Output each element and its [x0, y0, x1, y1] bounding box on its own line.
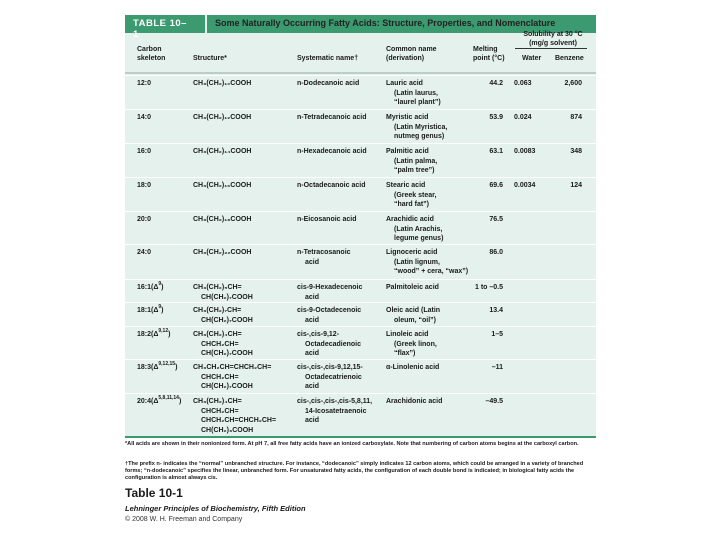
skeleton-text: 14:0: [137, 114, 152, 121]
carbon-skeleton: $20:4(\Delta^{5,8,11,14})$: [137, 395, 182, 405]
col-header-line: skeleton: [137, 55, 166, 62]
common-name-line: (Latin laurus,: [394, 89, 438, 97]
melting-point: 53.9: [489, 114, 503, 121]
carbon-skeleton: [137, 147, 151, 157]
table-row: [125, 109, 596, 141]
systematic-name-line: 14-Icosatetraenoic: [305, 407, 367, 415]
structure-line: CH₃(CH₂)₅CH=: [193, 284, 242, 291]
melting-point: 63.1: [489, 148, 503, 155]
skeleton-text: 16:0: [137, 148, 152, 155]
melting-point: 86.0: [489, 249, 503, 256]
common-name: [386, 215, 443, 244]
structure-line: CH₃CH₂CH=CHCH₂CH=: [193, 364, 272, 371]
solubility-water: 0.0034: [514, 182, 536, 189]
carbon-skeleton: [137, 181, 151, 191]
structure-line: CH₃(CH₂)₁₀COOH: [193, 80, 252, 87]
carbon-skeleton: $18:2(\Delta^{9,12})$: [137, 328, 171, 338]
systematic-name: [297, 363, 363, 392]
common-name-line: (Latin Arachis,: [394, 225, 443, 233]
common-name: [386, 248, 468, 277]
common-name: [386, 79, 441, 108]
col-header-water: Water: [522, 55, 542, 62]
col-header-line: (derivation): [386, 55, 425, 62]
footnote-2: †The prefix n- indicates the “normal” unbranched structure. For instance, “dodecanoic” simply indicates 12 carbon atoms, which could be arranged in a variety of branched forms; “n-dodecanoic” specifies the linear, unbranched form. For unsaturated fatty acids, the configuration of each double bond is indicated; in biological fatty acids the configuration is almost always cis.: [125, 461, 584, 482]
structure: [193, 330, 253, 359]
systematic-name-line: acid: [305, 258, 320, 266]
systematic-name: [297, 306, 361, 325]
skeleton-text: 18:2(Δ: [137, 331, 159, 338]
solubility-water: 0.063: [514, 80, 532, 87]
copyright: © 2008 W. H. Freeman and Company: [125, 516, 243, 523]
systematic-name-line: acid: [305, 350, 320, 358]
solubility-rule: [515, 48, 587, 49]
table-row: [125, 177, 596, 209]
col-header-line: Common name: [386, 46, 437, 53]
common-name: [386, 306, 440, 325]
solubility-benzene: 874: [570, 114, 582, 121]
carbon-skeleton: [137, 215, 151, 225]
solubility-water: 0.024: [514, 114, 532, 121]
melting-point: –11: [491, 364, 503, 371]
common-name-line: (Greek stear,: [394, 191, 437, 199]
skeleton-text: 12:0: [137, 80, 152, 87]
col-header-line: Carbon: [137, 46, 162, 53]
skeleton-text: 20:0: [137, 216, 152, 223]
carbon-skeleton: [137, 248, 151, 258]
skeleton-text: 18:3(Δ: [137, 364, 159, 371]
carbon-skeleton: $18:3(\Delta^{9,12,15})$: [137, 361, 178, 371]
structure-line: CH₃(CH₂)₇CH=: [193, 307, 242, 314]
structure-line: CH(CH₂)₇COOH: [201, 350, 253, 358]
common-name-line: Linoleic acid: [386, 331, 429, 338]
common-name-line: (Latin lignum,: [394, 258, 440, 266]
common-name-line: Myristic acid: [386, 114, 429, 121]
structure: [193, 306, 253, 325]
col-header-structure: Structure*: [193, 55, 227, 62]
col-header-solubility: [517, 30, 589, 48]
carbon-skeleton: [137, 113, 151, 123]
common-name-line: “laurel plant”): [394, 99, 441, 107]
skeleton-text: 20:4(Δ: [137, 398, 159, 405]
structure: [193, 147, 251, 157]
systematic-name: [297, 113, 367, 123]
common-name-line: “wood” + cera, “wax”): [394, 268, 469, 276]
table-row: [125, 75, 596, 107]
systematic-name-line: n-Hexadecanoic acid: [297, 148, 367, 155]
table-number: TABLE 10–1: [133, 18, 187, 40]
solubility-benzene: 124: [570, 182, 582, 189]
melting-point: 1 to –0.5: [474, 284, 503, 291]
col-header-carbon: [137, 45, 165, 63]
delta-positions: 5,8,11,14: [158, 395, 179, 401]
structure-line: CHCH₂CH=: [201, 407, 239, 415]
common-name-line: Arachidic acid: [386, 216, 434, 223]
common-name-line: (Latin Myristica,: [394, 123, 448, 131]
structure-line: CHCH₂CH=: [201, 340, 239, 348]
structure: [193, 283, 253, 302]
structure: [193, 397, 276, 435]
common-name: [386, 113, 447, 142]
table-bottom-rule: [125, 436, 596, 438]
systematic-name-line: acid: [305, 383, 320, 391]
structure-line: CH₃(CH₂)₁₂COOH: [193, 114, 252, 121]
melting-point: 69.6: [489, 182, 503, 189]
structure-line: CH₃(CH₂)₄CH=: [193, 331, 242, 338]
structure-line: CH(CH₂)₇COOH: [201, 383, 253, 391]
structure-line: CH₃(CH₂)₁₄COOH: [193, 148, 252, 155]
skeleton-text: 16:1(Δ: [137, 284, 159, 291]
structure-line: CH₃(CH₂)₄CH=: [193, 398, 242, 405]
melting-point: 44.2: [489, 80, 503, 87]
systematic-name-line: acid: [305, 316, 320, 324]
systematic-name-line: n-Eicosanoic acid: [297, 216, 357, 223]
solubility-benzene: 2,600: [564, 80, 582, 87]
common-name: [386, 147, 437, 176]
delta-positions: 9: [158, 304, 162, 310]
common-name-line: oleum, “oil”): [394, 316, 436, 324]
melting-point: 76.5: [489, 216, 503, 223]
table-row: [125, 211, 596, 243]
caption: Table 10-1: [125, 486, 183, 500]
table-row: [125, 244, 596, 276]
common-name-line: (Latin palma,: [394, 157, 438, 165]
systematic-name: [297, 215, 357, 225]
solubility-benzene: 348: [570, 148, 582, 155]
structure-line: CH(CH₂)₇COOH: [201, 316, 253, 324]
delta-positions: 9: [158, 281, 162, 287]
solubility-water: 0.0083: [514, 148, 536, 155]
systematic-name: [297, 248, 351, 267]
structure-line: CH(CH₂)₇COOH: [201, 293, 253, 301]
common-name-line: “hard fat”): [394, 201, 429, 209]
systematic-name-line: Octadecatrienoic: [305, 373, 362, 381]
common-name: [386, 181, 436, 210]
systematic-name-line: acid: [305, 293, 320, 301]
systematic-name-line: cis-9-Hexadecenoic: [297, 284, 363, 291]
structure-line: CH₃(CH₂)₂₂COOH: [193, 249, 252, 256]
footnote-1: *All acids are shown in their nonionized form. At pH 7, all free fatty acids have an ionized carboxylate. Note that numbering of carbon atoms begins at the carboxyl carbon.: [125, 441, 579, 447]
systematic-name: [297, 79, 359, 89]
common-name-line: α-Linolenic acid: [386, 364, 440, 371]
common-name-line: Lignoceric acid: [386, 249, 438, 256]
systematic-name: [297, 147, 367, 157]
structure-line: CH₃(CH₂)₁₆COOH: [193, 182, 252, 189]
skeleton-text: 18:1(Δ: [137, 307, 159, 314]
common-name-line: (Greek linon,: [394, 340, 437, 348]
systematic-name-line: cis-,cis-,cis-9,12,15-: [297, 364, 363, 371]
structure: [193, 181, 251, 191]
structure: [193, 113, 251, 123]
systematic-name: [297, 181, 365, 191]
systematic-name-line: acid: [305, 417, 320, 425]
header-rule: [125, 72, 596, 74]
structure: [193, 215, 251, 225]
common-name-line: Palmitoleic acid: [386, 284, 439, 291]
melting-point: –49.5: [485, 398, 503, 405]
systematic-name-line: cis-,cis-,cis-,cis-5,8,11,: [297, 398, 373, 405]
systematic-name-line: Octadecadienoic: [305, 340, 362, 348]
common-name: [386, 397, 442, 407]
common-name-line: Arachidonic acid: [386, 398, 443, 405]
col-header-melting: [473, 45, 505, 63]
structure: [193, 363, 271, 392]
melting-point: 13.4: [489, 307, 503, 314]
systematic-name-line: cis-,cis-9,12-: [297, 331, 340, 338]
systematic-name: [297, 283, 362, 302]
col-header-benzene: Benzene: [555, 55, 584, 62]
skeleton-text: 24:0: [137, 249, 152, 256]
systematic-name-line: n-Tetracosanoic: [297, 249, 351, 256]
structure: [193, 248, 251, 258]
delta-positions: 9,12,15: [158, 361, 176, 367]
book-title: Lehninger Principles of Biochemistry, Fifth Edition: [125, 504, 306, 513]
common-name-line: legume genus): [394, 235, 444, 243]
systematic-name-line: n-Dodecanoic acid: [297, 80, 360, 87]
header-divider: [205, 15, 207, 33]
melting-point: 1–5: [491, 331, 503, 338]
col-header-line: Solubility at 30 °C: [523, 31, 583, 38]
table-title: Some Naturally Occurring Fatty Acids: Structure, Properties, and Nomenclature: [215, 18, 556, 28]
common-name-line: nutmeg genus): [394, 133, 445, 141]
structure: [193, 79, 251, 89]
common-name-line: “flax”): [394, 350, 416, 358]
fatty-acids-table: [125, 15, 596, 438]
common-name-line: “palm tree”): [394, 167, 435, 175]
systematic-name: [297, 330, 361, 359]
systematic-name: [297, 397, 372, 426]
common-name: [386, 363, 439, 373]
col-header-systematic: Systematic name†: [297, 55, 359, 62]
common-name-line: Oleic acid (Latin: [386, 307, 441, 314]
col-header-line: (mg/g solvent): [529, 40, 577, 47]
common-name-line: Palmitic acid: [386, 148, 429, 155]
structure-line: CHCH₂CH=CHCH₂CH=: [201, 417, 277, 425]
table-row: [125, 143, 596, 175]
structure-line: CH₃(CH₂)₁₈COOH: [193, 216, 252, 223]
systematic-name-line: cis-9-Octadecenoic: [297, 307, 362, 314]
col-header-common: [386, 45, 437, 63]
carbon-skeleton: $18:1(\Delta^9)$: [137, 304, 164, 314]
skeleton-text: 18:0: [137, 182, 152, 189]
col-header-line: Melting: [473, 46, 498, 53]
col-header-line: point (°C): [473, 55, 505, 62]
structure-line: CH(CH₂)₃COOH: [201, 426, 254, 434]
common-name-line: Stearic acid: [386, 182, 426, 189]
structure-line: CHCH₂CH=: [201, 373, 239, 381]
common-name: [386, 283, 439, 293]
systematic-name-line: n-Octadecanoic acid: [297, 182, 366, 189]
carbon-skeleton: [137, 79, 151, 89]
systematic-name-line: n-Tetradecanoic acid: [297, 114, 367, 121]
carbon-skeleton: $16:1(\Delta^9)$: [137, 281, 164, 291]
common-name: [386, 330, 437, 359]
common-name-line: Lauric acid: [386, 80, 423, 87]
delta-positions: 9,12: [158, 328, 169, 334]
